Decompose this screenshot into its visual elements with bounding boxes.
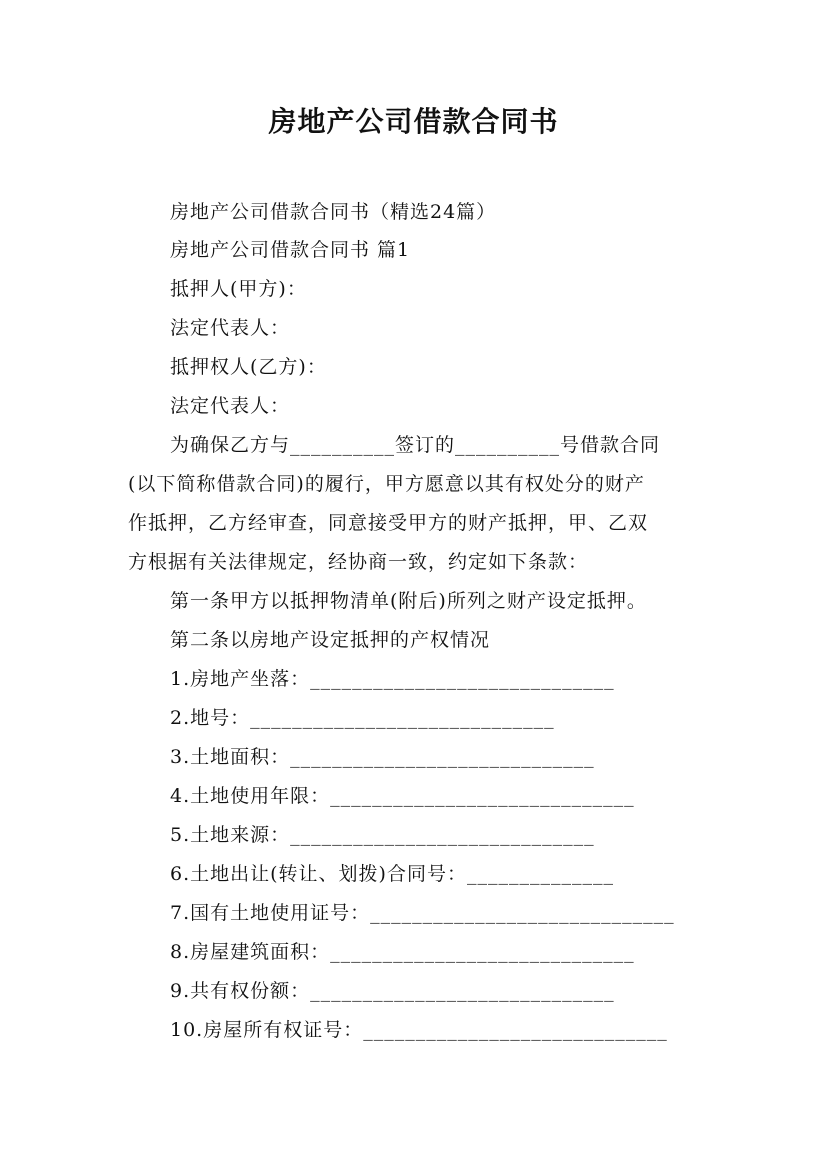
co-ownership-share-field: 9.共有权份额：_____________________________ — [170, 980, 615, 1002]
paragraph-line: 作抵押，乙方经审查，同意接受甲方的财产抵押，甲、乙双 — [128, 512, 649, 534]
land-use-term-field: 4.土地使用年限：_____________________________ — [170, 785, 635, 807]
lot-number-field: 2.地号：_____________________________ — [170, 707, 555, 729]
paragraph-line: 方根据有关法律规定，经协商一致，约定如下条款： — [128, 551, 589, 573]
article-one-line: 第一条甲方以抵押物清单(附后)所列之财产设定抵押。 — [170, 590, 647, 612]
paragraph-line: 为确保乙方与__________签订的__________号借款合同 — [170, 434, 661, 456]
document-title: 房地产公司借款合同书 — [268, 105, 559, 138]
property-location-field: 1.房地产坐落：_____________________________ — [170, 668, 615, 690]
land-contract-number-field: 6.土地出让(转让、划拨)合同号：______________ — [170, 863, 614, 885]
mortgagee-line: 抵押权人(乙方)： — [170, 356, 327, 378]
house-certificate-field: 10.房屋所有权证号：_____________________________ — [170, 1019, 668, 1041]
article-two-line: 第二条以房地产设定抵押的产权情况 — [170, 629, 491, 651]
mortgagor-representative-line: 法定代表人： — [170, 317, 291, 339]
land-area-field: 3.土地面积：_____________________________ — [170, 746, 595, 768]
paragraph-line: (以下简称借款合同)的履行，甲方愿意以其有权处分的财产 — [128, 473, 645, 495]
building-area-field: 8.房屋建筑面积：_____________________________ — [170, 941, 635, 963]
chapter-heading: 房地产公司借款合同书 篇1 — [170, 239, 411, 261]
land-source-field: 5.土地来源：_____________________________ — [170, 824, 595, 846]
subtitle-line: 房地产公司借款合同书（精选24篇） — [170, 201, 497, 223]
mortgagor-line: 抵押人(甲方)： — [170, 278, 307, 300]
land-certificate-field: 7.国有土地使用证号：_____________________________ — [170, 902, 675, 924]
mortgagee-representative-line: 法定代表人： — [170, 395, 291, 417]
